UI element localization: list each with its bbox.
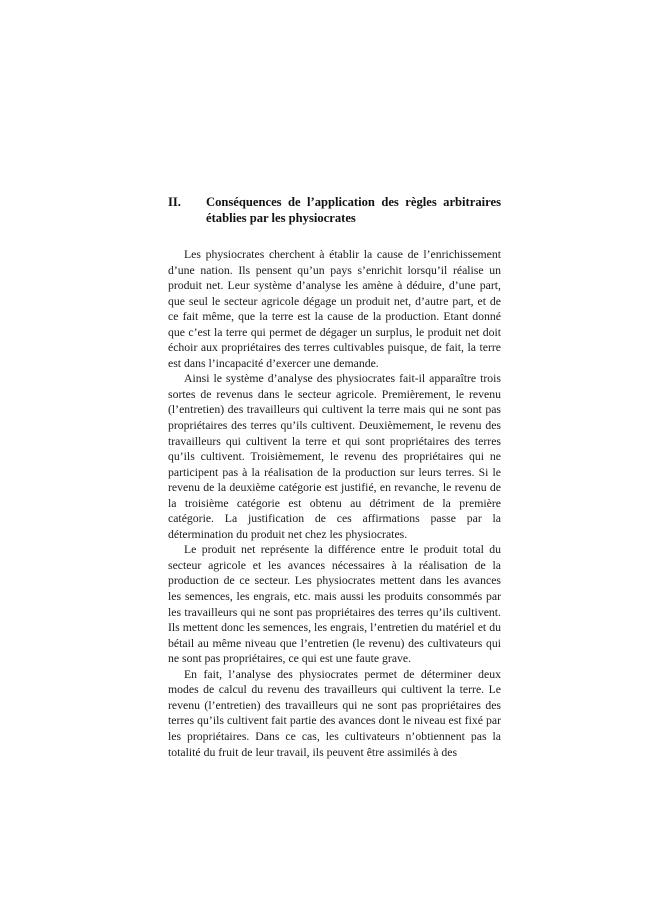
paragraph-1: Les physiocrates cherchent à établir la cause de l’enrichissement d’une nation. Ils pensent qu’un pays s’enrichit lorsqu’il réalise un produit net. Leur système d’analyse les amène à déduire, d’une part, que seul le secteur agricole dégage un produit net, d’autre part, et de ce fait même, que la terre est la cause de la production. Etant donné que c’est la terre qui permet de dégager un surplus, le produit net doit échoir aux propriétaires des terres cultivables puisque, de fait, la terre est dans l’incapacité d’exercer une demande. bbox=[168, 248, 501, 370]
section-number: II. bbox=[168, 195, 181, 209]
paragraph-2: Ainsi le système d’analyse des physiocrates fait-il apparaître trois sortes de revenus dans le secteur agricole. Premièrement, le revenu (l’entretien) des travailleurs qui cultivent la terre mais qui ne sont pas propriétaires des terres qu’ils cultivent. Deuxièmement, le revenu des travailleurs qui cultivent la terre et qui sont propriétaires des terres qu’ils cultivent. Troisièmement, le revenu des propriétaires qui ne participent pas à la réalisation de la production sur leurs terres. Si le revenu de la deuxième catégorie est justifié, en revanche, le revenu de la troisième catégorie est obtenu au détriment de la première catégorie. La justification de ces affirmations passe par la détermination du produit net chez les physiocrates. bbox=[168, 372, 501, 541]
paragraph-4: En fait, l’analyse des physiocrates permet de déterminer deux modes de calcul du revenu des travailleurs qui cultivent la terre. Le revenu (l’entretien) des travailleurs qui ne sont pas propriétaires des terres qu’ils cultivent fait partie des avances dont le niveau est fixé par les propriétaires. Dans ce cas, les cultivateurs n’obtiennent pas la totalité du fruit de leur travail, ils peuvent être assimilés à des bbox=[168, 667, 501, 759]
body-text bbox=[168, 247, 501, 760]
paragraph-3: Le produit net représente la différence entre le produit total du secteur agricole et les avances nécessaires à la réalisation de la production de ce secteur. Les physiocrates mettent dans les avances les semences, les engrais, etc. mais aussi les produits consommés par les travailleurs qui ne sont pas propriétaires des terres qu’ils cultivent. Ils mettent donc les semences, les engrais, l’entretien du matériel et du bétail au même niveau que l’entretien (le revenu) des cultivateurs qui ne sont pas propriétaires, ce qui est une faute grave. bbox=[168, 543, 501, 666]
section-title: Conséquences de l’application des règles arbitraires établies par les physiocrates bbox=[206, 195, 501, 225]
